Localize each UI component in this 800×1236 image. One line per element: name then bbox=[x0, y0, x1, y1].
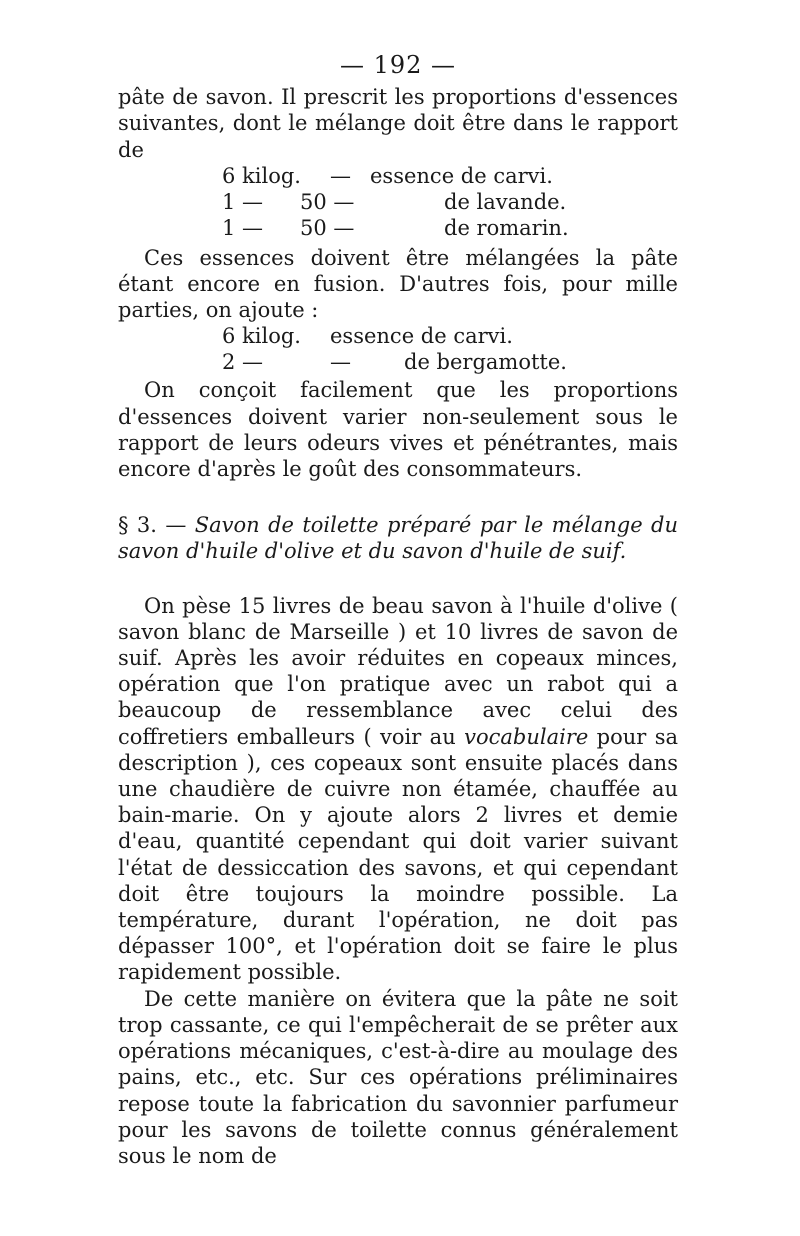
paragraph-5: De cette manière on évitera que la pâte ne soit trop cassante, ce qui l'empêcherait de se prêter aux opérations mécaniques, c'est-à-dire au moulage des pains, etc., etc. Sur ces opérations préliminaires repose toute la fabrication du savonnier parfumeur pour les savons de toilette connus généralement sous le nom de bbox=[118, 986, 678, 1168]
recipe-dash: — bbox=[330, 350, 351, 375]
paragraph-3: On conçoit facilement que les proportions d'essences doivent varier non-seulement sous le rapport de leurs odeurs vives et pénétrantes, mais encore d'après le goût des consommateurs. bbox=[118, 378, 678, 482]
recipe-name: de lavande. bbox=[444, 189, 567, 214]
recipe-row bbox=[118, 163, 678, 189]
recipe-row bbox=[118, 189, 678, 215]
recipe-name: de bergamotte. bbox=[404, 350, 567, 375]
recipe-qty: 6 kilog. bbox=[222, 324, 301, 349]
recipe-qty: 1 — bbox=[222, 189, 264, 214]
paragraph-4 bbox=[118, 593, 678, 986]
book-page bbox=[118, 52, 678, 1169]
recipe-qty: 2 — bbox=[222, 350, 264, 375]
recipe-row bbox=[118, 323, 678, 349]
recipe-name: de romarin. bbox=[444, 215, 569, 240]
recipe-dash: — bbox=[330, 163, 351, 188]
section-title: Savon de toilette préparé par le mélange du savon d'huile d'olive et du savon d'huile de suif. bbox=[118, 513, 678, 564]
recipe-dash: 50 — bbox=[300, 189, 355, 214]
recipe-name: essence de carvi. bbox=[330, 324, 513, 349]
recipe-qty: 1 — bbox=[222, 215, 264, 240]
paragraph-4-text-b: pour sa description ), ces copeaux sont ensuite placés dans une chaudière de cuivre non étamée, chauffée au bain-marie. On y ajoute alors 2 livres et demie d'eau, quantité cependant qui doit varier suivant l'état de dessiccation des savons, et qui cependant doit être toujours la moindre possible. La température, durant l'opération, ne doit pas dépasser 100°, et l'opération doit se faire le plus rapidement possible. bbox=[118, 724, 679, 985]
section-heading bbox=[118, 512, 678, 564]
recipe-name: essence de carvi. bbox=[370, 163, 553, 188]
recipe-dash: 50 — bbox=[300, 215, 355, 240]
page-number: — 192 — bbox=[339, 51, 457, 79]
recipe-row bbox=[118, 215, 678, 241]
recipe-row bbox=[118, 349, 678, 375]
paragraph-2: Ces essences doivent être mélangées la pâte étant encore en fusion. D'autres fois, pour mille parties, on ajoute : bbox=[118, 245, 678, 323]
vocabulaire-term: vocabulaire bbox=[464, 724, 589, 749]
recipe-list-2 bbox=[118, 323, 678, 375]
paragraph-1: pâte de savon. Il prescrit les proportions d'essences suivantes, dont le mélange doit être dans le rapport de bbox=[118, 85, 678, 162]
recipe-list-1 bbox=[118, 163, 678, 241]
recipe-qty: 6 kilog. bbox=[222, 163, 301, 188]
paragraph-4-text-a: On pèse 15 livres de beau savon à l'huile d'olive ( savon blanc de Marseille ) et 10 livres de savon de suif. Après les avoir réduites en copeaux minces, opération que l'on pratique avec un rabot qui a beaucoup de ressemblance avec celui des coffretiers emballeurs ( voir au bbox=[118, 593, 678, 749]
section-number: § 3. — bbox=[118, 513, 187, 538]
